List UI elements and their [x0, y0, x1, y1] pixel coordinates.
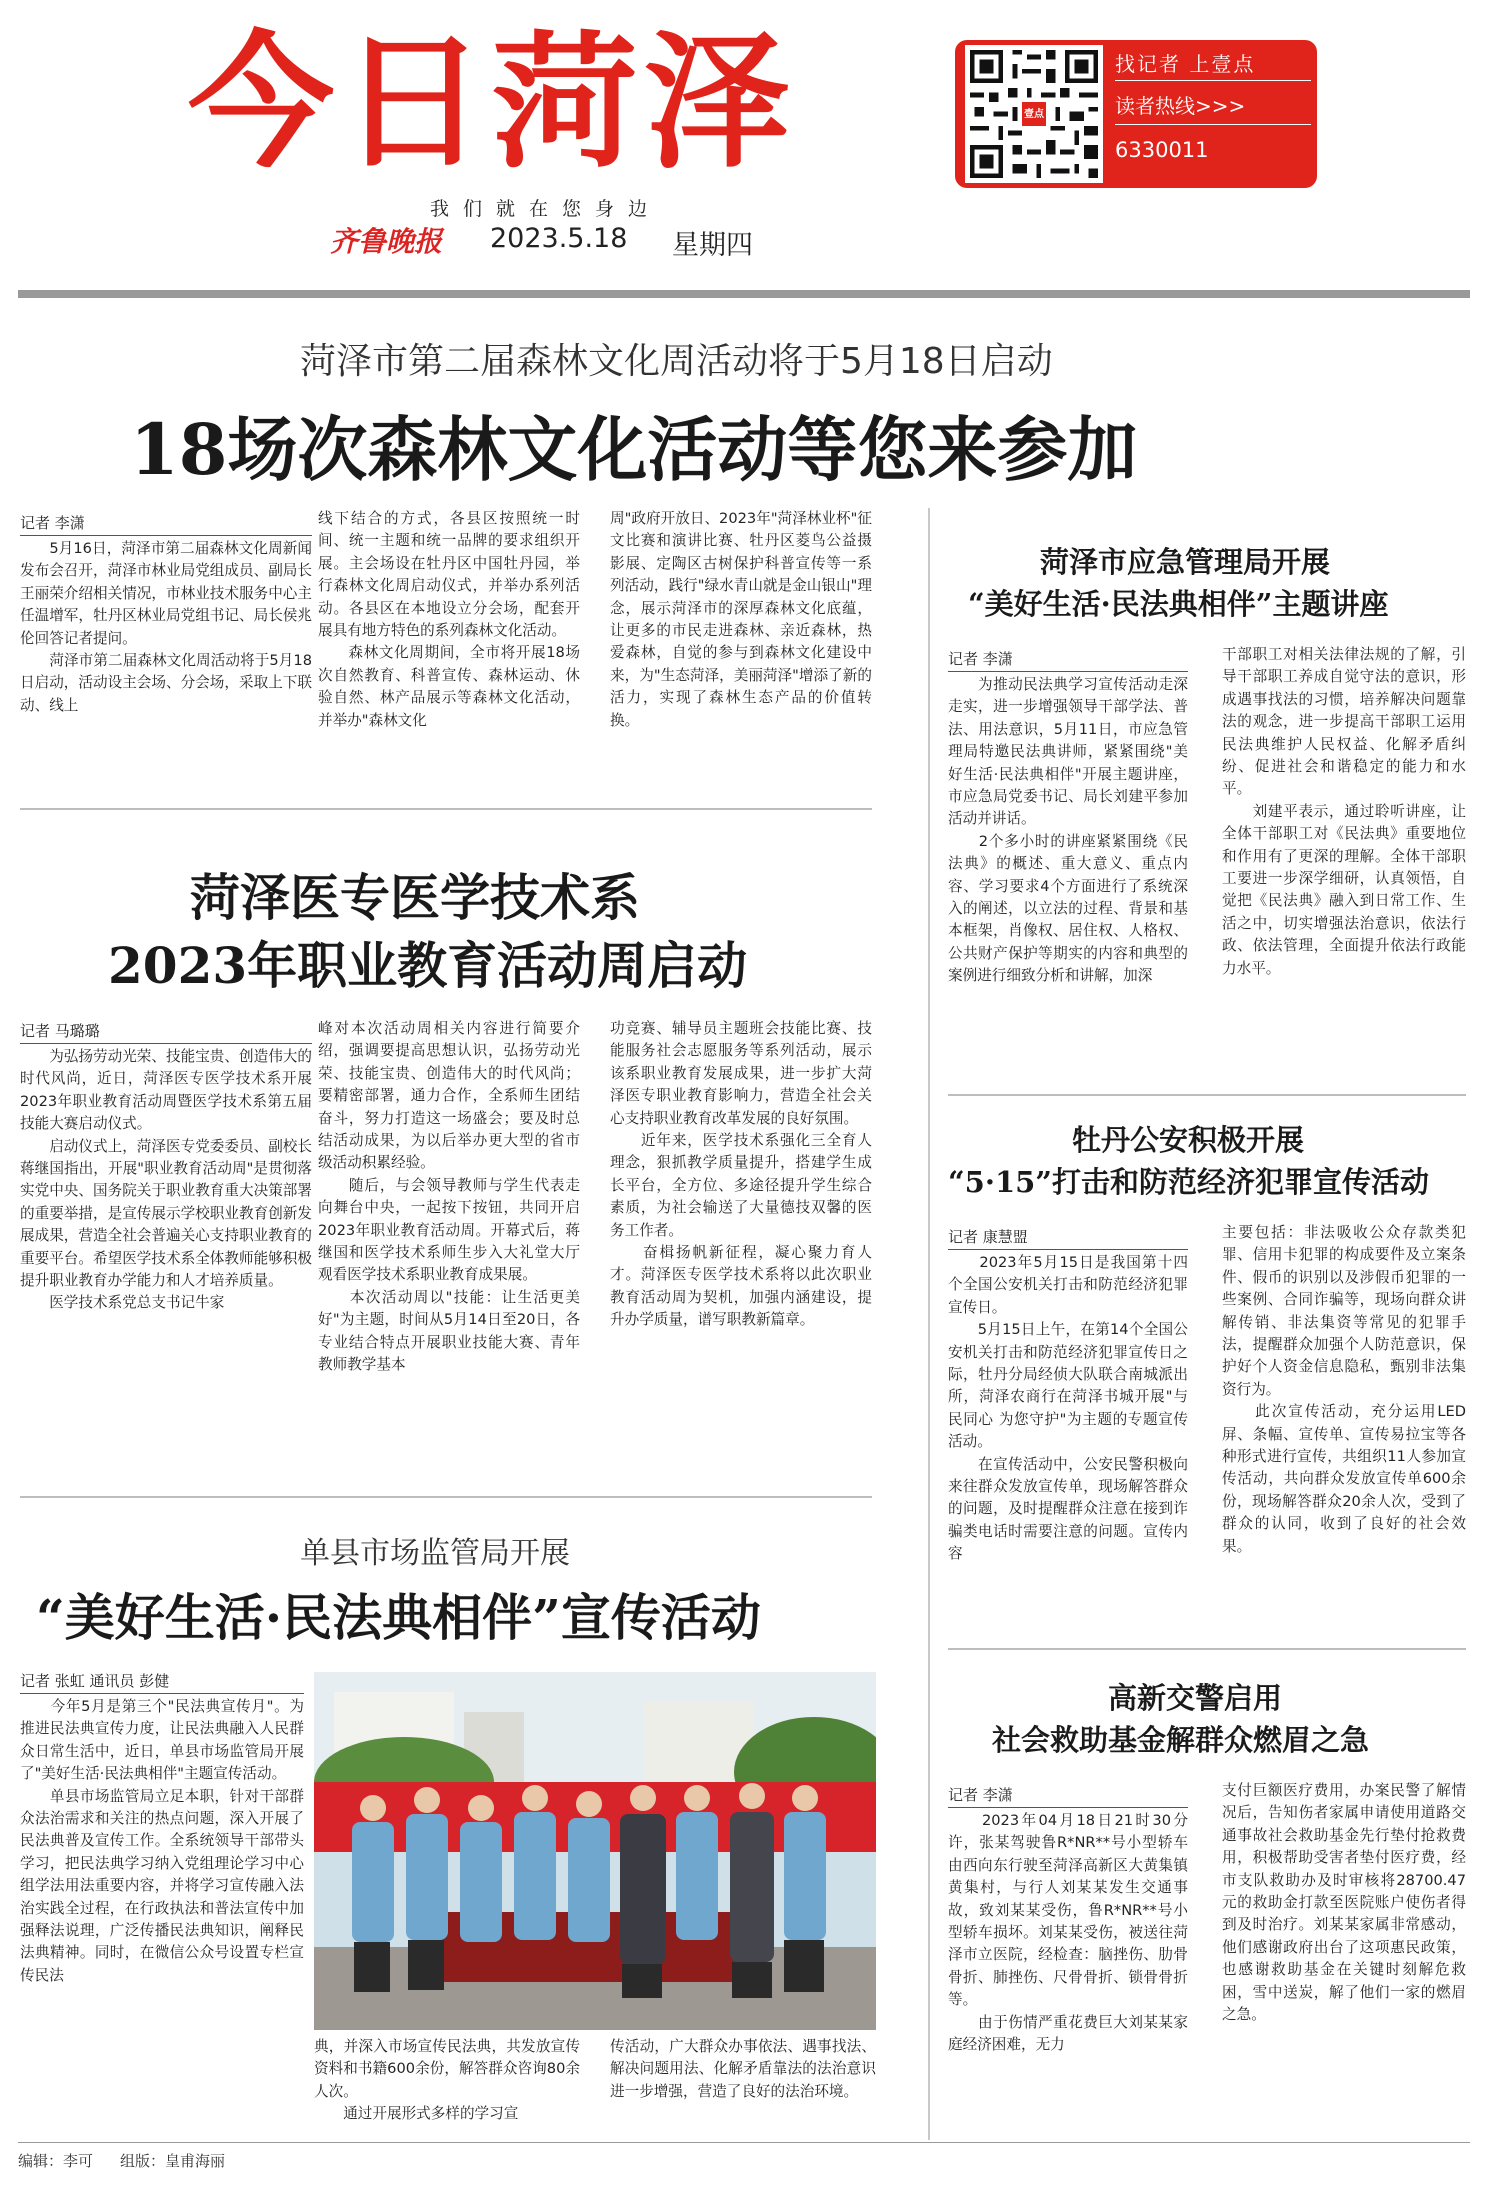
traffic-byline: 记者 李潇 — [948, 1784, 1188, 1808]
emergency-byline: 记者 李潇 — [948, 648, 1188, 672]
masthead-rule — [18, 290, 1470, 298]
lead-col-2: 线下结合的方式，各县区按照统一时间、统一主题和统一品牌的要求组织开展。主会场设在牡丹区中国牡丹园，举行森林文化周启动仪式，并举办系列活动。各县区在本地设立分会场，配套开展具有地方特色的系列森林文化活动。 森林文化周期间，全市将开展18场次自然教育、科普宣传、森林运动、休验自然、林产品展示等森林文化活动，并举办"森林文化 — [318, 510, 580, 729]
medical-headline-2: 2023年职业教育活动周启动 — [108, 936, 748, 995]
box-divider-1 — [1115, 80, 1311, 81]
find-reporter-text: 找记者 上壹点 — [1115, 52, 1256, 76]
event-photo — [314, 1672, 876, 2030]
lead-headline: 18场次森林文化活动等您来参加 — [130, 408, 1138, 491]
shanxian-headline: “美好生活·民法典相伴”宣传活动 — [36, 1588, 761, 1647]
lead-col-3: 周"政府开放日、2023年"菏泽林业杯"征文比赛和演讲比赛、牡丹区菱鸟公益摄影展、定陶区古树保护科普宣传等一系列活动，践行"绿水青山就是金山银山"理念，展示菏泽市的深厚森林文化底蕴，让更多的市民走进森林、亲近森林，热爱森林，自觉的参与到森林文化建设中来，为"生态菏泽，美丽菏泽"增添了新的活力，实现了森林生态产品的价值转换。 — [610, 510, 872, 729]
emergency-bottom-rule — [948, 1094, 1466, 1096]
box-divider-2 — [1115, 124, 1311, 125]
traffic-col-2: 支付巨额医疗费用，办案民警了解情况后，告知伤者家属申请使用道路交通事故社会救助基金先行垫付抢救费用，积极帮助受害者垫付医疗费，经市支队救助办及时审核将28700.47元的救助金打款至医院账户使伤者得到及时治疗。刘某某家属非常感动，他们感谢政府出台了这项惠民政策，也感谢救助基金在关键时刻解危救困，雪中送炭，解了他们一家的燃眉之急。 — [1222, 1782, 1466, 2024]
medical-byline: 记者 马璐璐 — [20, 1020, 312, 1044]
police-headline-1: 牡丹公安积极开展 — [1072, 1123, 1305, 1157]
police-byline: 记者 康慧盟 — [948, 1226, 1188, 1250]
shanxian-byline: 记者 张虹 通讯员 彭健 — [20, 1670, 304, 1694]
footer-rule — [18, 2142, 1470, 2143]
police-col-1: 2023年5月15日是我国第十四个全国公安机关打击和防范经济犯罪宣传日。 5月15日上午，在第14个全国公安机关打击和防范经济犯罪宣传日之际，牡丹分局经侦大队联合南城派出所，菏泽农商行在菏泽书城开展"与民同心 为您守护"为主题的专题宣传活动。 在宣传活动中，公安民警积极向来往群众发放宣传单，现场解答群众的问题，及时提醒群众注意在接到诈骗类电话时需要注意的问题。宣传内容 — [948, 1254, 1188, 1563]
medical-col-2: 峰对本次活动周相关内容进行简要介绍，强调要提高思想认识，弘扬劳动光荣、技能宝贵、创造伟大的时代风尚；要精密部署，通力合作，全系师生团结奋斗，努力打造这一场盛会；要及时总结活动成果，为以后举办更大型的省市级活动积累经验。 随后，与会领导教师与学生代表走向舞台中央，一起按下按钮，共同开启2023年职业教育活动周。开幕式后，蒋继国和医学技术系师生步入大礼堂大厅观看医学技术系职业教育成果展。 本次活动周以"技能：让生活更美好"为主题，时间从5月14日至20日，各专业结合特点开展职业技能大赛、青年教师教学基本 — [318, 1020, 580, 1374]
hotline-number[interactable]: 6330011 — [1115, 138, 1209, 162]
medical-col-1: 为弘扬劳动光荣、技能宝贵、创造伟大的时代风尚，近日，菏泽医专医学技术系开展2023年职业教育活动周暨医学技术系第五届技能大赛启动仪式。 启动仪式上，菏泽医专党委委员、副校长蒋继国指出，开展"职业教育活动周"是贯彻落实党中央、国务院关于职业教育重大决策部署的重要举措，是宣传展示学校职业教育创新发展成果，营造全社会普遍关心支持职业教育的重要平台。希望医学技术系全体教师能够积极提升职业教育办学能力和人才培养质量。 医学技术系党总支书记牛家 — [20, 1048, 312, 1312]
issue-weekday: 星期四 — [672, 230, 753, 261]
emergency-col-1: 为推动民法典学习宣传活动走深走实，进一步增强领导干部学法、普法、用法意识，5月11日，市应急管理局特邀民法典讲师，紧紧围绕"美好生活·民法典相伴"开展主题讲座，市应急局党委书记、局长刘建平参加活动并讲话。 2个多小时的讲座紧紧围绕《民法典》的概述、重大意义、重点内容、学习要求4个方面进行了系统深入的阐述，以立法的过程、背景和基本框架，肖像权、居住权、人格权、公共财产保护等期实的内容和典型的案例进行细致分析和讲解，加深 — [948, 676, 1188, 985]
emergency-col-2: 干部职工对相关法律法规的了解，引导干部职工养成自觉守法的意识，形成遇事找法的习惯，培养解决问题靠法的观念，进一步提高干部职工运用民法典维护人民权益、化解矛盾纠纷、促进社会和谐稳定的能力和水平。 刘建平表示，通过聆听讲座，让全体干部职工对《民法典》重要地位和作用有了更深的理解。全体干部职工要进一步深学细研，认真领悟，自觉把《民法典》融入到日常工作、生活之中，切实增强法治意识，依法行政、依法管理，全面提升依法行政能力水平。 — [1222, 646, 1466, 977]
police-col-2: 主要包括：非法吸收公众存款类犯罪、信用卡犯罪的构成要件及立案条件、假币的识别以及涉假币犯罪的一些案例、合同诈骗等，现场向群众讲解传销、非法集资等常见的犯罪手法，提醒群众加强个人防范意识，保护好个人资金信息隐私，甄别非法集资行为。 此次宣传活动，充分运用LED屏、条幅、宣传单、宣传易拉宝等各种形式进行宣传，共组织11人参加宣传活动，共向群众发放宣传单600余份，现场解答群众20余人次，受到了群众的认同，收到了良好的社会效果。 — [1222, 1224, 1466, 1555]
lead-byline: 记者 李潇 — [20, 512, 312, 536]
emergency-headline-2: “美好生活·民法典相伴”主题讲座 — [968, 587, 1389, 621]
shanxian-col-1: 今年5月是第三个"民法典宣传月"。为推进民法典宣传力度，让民法典融入人民群众日常生活中，近日，单县市场监管局开展了"美好生活·民法典相伴"主题宣传活动。 单县市场监管局立足本职，针对干部群众法治需求和关注的热点问题，深入开展了民法典普及宣传工作。全系统领导干部带头学习，把民法典学习纳入党组理论学习中心组学法用法重要内容，并将学习宣传融入法治实践全过程，在行政执法和普法宣传中加强释法说理，广泛传播民法典知识，阐释民法典精神。同时，在微信公众号设置专栏宣传民法 — [20, 1698, 304, 1984]
column-divider — [928, 508, 930, 2140]
medical-headline-1: 菏泽医专医学技术系 — [190, 868, 640, 927]
masthead-slogan: 我们就在您身边 — [430, 198, 662, 220]
police-headline-2: “5·15”打击和防范经济犯罪宣传活动 — [948, 1165, 1429, 1199]
medical-col-3: 功竞赛、辅导员主题班会技能比赛、技能服务社会志愿服务等系列活动，展示该系职业教育发展成果，进一步扩大菏泽医专职业教育影响力，营造全社会关心支持职业教育改革发展的良好氛围。 近年来，医学技术系强化三全育人理念，狠抓教学质量提升，搭建学生成长平台，全方位、多途径提升学生综合素质，为社会输送了大量德技双馨的医务工作者。 奋楫扬帆新征程，凝心聚力育人才。菏泽医专医学技术系将以此次职业教育活动周为契机，加强内涵建设，提升办学质量，谱写职教新篇章。 — [610, 1020, 872, 1329]
lead-bottom-rule — [20, 808, 872, 810]
shanxian-col-3: 传活动，广大群众办事依法、遇事找法、解决问题用法、化解矛盾靠法的法治意识进一步增强，营造了良好的法治环境。 — [610, 2038, 876, 2100]
emergency-headline-1: 菏泽市应急管理局开展 — [1040, 545, 1331, 579]
lead-col-1: 5月16日，菏泽市第二届森林文化周新闻发布会召开，菏泽市林业局党组成员、副局长王丽荣介绍相关情况，市林业技术服务中心主任温增军，牡丹区林业局党组书记、局长侯兆伦回答记者提问。 菏泽市第二届森林文化周活动将于5月18日启动，活动设主会场、分会场，采取上下联动、线上 — [20, 540, 312, 714]
footer-editor: 编辑：李可 — [18, 2152, 94, 2170]
lead-kicker: 菏泽市第二届森林文化周活动将于5月18日启动 — [300, 341, 1053, 382]
traffic-headline-1: 高新交警启用 — [1108, 1681, 1283, 1715]
traffic-headline-2: 社会救助基金解群众燃眉之急 — [992, 1723, 1370, 1757]
masthead-brand: 齐鲁晚报 — [330, 225, 443, 258]
masthead-logo: 今日菏泽 — [188, 18, 796, 188]
footer-layout: 组版：皇甫海丽 — [120, 2152, 226, 2170]
issue-date: 2023.5.18 — [490, 223, 628, 254]
hotline-label: 读者热线>>> — [1115, 94, 1246, 118]
medical-bottom-rule — [20, 1496, 872, 1498]
traffic-col-1: 2023年04月18日21时30分许，张某驾驶鲁R*NR**号小型轿车由西向东行驶至菏泽高新区大黄集镇黄集村，与行人刘某某发生交通事故，致刘某某受伤，鲁R*NR**号小型轿车损坏。刘某某受伤，被送往菏泽市立医院，经检查：脑挫伤、肋骨骨折、肺挫伤、尺骨骨折、锁骨骨折等。 由于伤情严重花费巨大刘某某家庭经济困难，无力 — [948, 1812, 1188, 2054]
shanxian-kicker: 单县市场监管局开展 — [300, 1536, 570, 1571]
qr-badge: 壹点 — [1024, 109, 1044, 120]
police-bottom-rule — [948, 1648, 1466, 1650]
shanxian-col-2: 典，并深入市场宣传民法典，共发放宣传资料和书籍600余份，解答群众咨询80余人次。 通过开展形式多样的学习宣 — [314, 2038, 580, 2123]
